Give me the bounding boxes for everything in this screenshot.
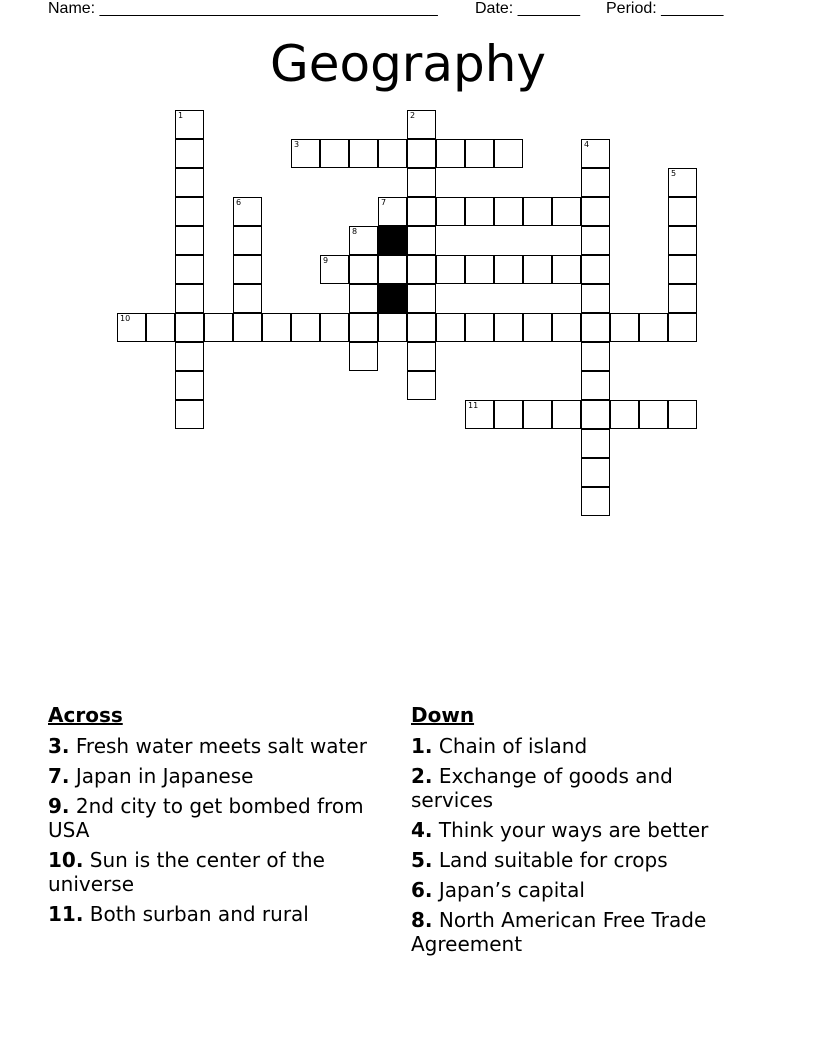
clue-number: 6 — [236, 198, 242, 207]
crossword-cell[interactable] — [407, 255, 436, 284]
clue-across-11: 11. Both surban and rural — [48, 902, 309, 926]
crossword-cell[interactable] — [146, 313, 175, 342]
crossword-cell[interactable] — [581, 255, 610, 284]
clue-number: 4 — [584, 140, 590, 149]
crossword-cell[interactable] — [407, 284, 436, 313]
crossword-cell[interactable] — [581, 313, 610, 342]
crossword-cell[interactable] — [320, 139, 349, 168]
crossword-cell[interactable] — [552, 313, 581, 342]
crossword-block — [378, 226, 407, 255]
date-field[interactable]: Date: _______ — [475, 0, 580, 17]
crossword-cell[interactable] — [349, 284, 378, 313]
clue-down-4: 4. Think your ways are better — [411, 818, 709, 842]
clue-number: 9 — [323, 256, 329, 265]
crossword-cell[interactable] — [581, 284, 610, 313]
crossword-cell[interactable] — [349, 226, 378, 255]
across-heading: Across — [48, 703, 123, 727]
crossword-cell[interactable] — [581, 458, 610, 487]
crossword-cell[interactable] — [465, 313, 494, 342]
clue-number: 3 — [294, 140, 300, 149]
crossword-cell[interactable] — [465, 197, 494, 226]
crossword-cell[interactable] — [494, 139, 523, 168]
down-heading: Down — [411, 703, 475, 727]
crossword-cell[interactable] — [523, 255, 552, 284]
crossword-cell[interactable] — [233, 226, 262, 255]
clue-across-9: 9. 2nd city to get bombed from USA — [48, 794, 364, 842]
crossword-cell[interactable] — [175, 400, 204, 429]
crossword-cell[interactable] — [581, 226, 610, 255]
crossword-cell[interactable] — [465, 255, 494, 284]
crossword-cell[interactable] — [436, 255, 465, 284]
crossword-cell[interactable] — [378, 255, 407, 284]
crossword-cell[interactable] — [668, 226, 697, 255]
crossword-cell[interactable] — [175, 255, 204, 284]
crossword-cell[interactable] — [436, 139, 465, 168]
crossword-block — [378, 284, 407, 313]
crossword-cell[interactable] — [523, 400, 552, 429]
crossword-cell[interactable] — [175, 342, 204, 371]
crossword-cell[interactable] — [668, 197, 697, 226]
page-title: Geography — [269, 35, 547, 93]
name-field[interactable]: Name: ______________________________________ — [48, 0, 438, 17]
crossword-cell[interactable] — [407, 197, 436, 226]
clue-number: 2 — [410, 111, 416, 120]
period-field[interactable]: Period: _______ — [606, 0, 724, 17]
crossword-cell[interactable] — [320, 313, 349, 342]
crossword-cell[interactable] — [581, 371, 610, 400]
clue-number: 1 — [178, 111, 184, 120]
crossword-cell[interactable] — [668, 255, 697, 284]
clue-number: 11 — [468, 401, 479, 410]
crossword-cell[interactable] — [407, 313, 436, 342]
crossword-cell[interactable] — [175, 226, 204, 255]
crossword-cell[interactable] — [465, 139, 494, 168]
crossword-cell[interactable] — [349, 313, 378, 342]
crossword-cell[interactable] — [320, 255, 349, 284]
crossword-cell[interactable] — [494, 400, 523, 429]
clue-number: 5 — [671, 169, 677, 178]
crossword-cell[interactable] — [668, 313, 697, 342]
crossword-cell[interactable] — [668, 284, 697, 313]
clue-down-8: 8. North American Free Trade Agreement — [411, 908, 707, 956]
crossword-cell[interactable] — [175, 168, 204, 197]
crossword-cell[interactable] — [117, 313, 146, 342]
clue-number: 7 — [381, 198, 387, 207]
crossword-cell[interactable] — [581, 400, 610, 429]
crossword-cell[interactable] — [175, 371, 204, 400]
crossword-cell[interactable] — [233, 197, 262, 226]
crossword-cell[interactable] — [436, 197, 465, 226]
crossword-cell[interactable] — [407, 110, 436, 139]
crossword-cell[interactable] — [639, 313, 668, 342]
clue-across-7: 7. Japan in Japanese — [48, 764, 254, 788]
crossword-cell[interactable] — [407, 371, 436, 400]
crossword-cell[interactable] — [494, 197, 523, 226]
crossword-cell[interactable] — [378, 139, 407, 168]
crossword-cell[interactable] — [581, 487, 610, 516]
crossword-cell[interactable] — [581, 139, 610, 168]
crossword-cell[interactable] — [175, 110, 204, 139]
clue-number: 10 — [120, 314, 131, 323]
crossword-cell[interactable] — [523, 197, 552, 226]
clue-down-5: 5. Land suitable for crops — [411, 848, 668, 872]
crossword-cell[interactable] — [465, 400, 494, 429]
down-clues — [411, 702, 751, 962]
crossword-cell[interactable] — [175, 313, 204, 342]
crossword-cell[interactable] — [233, 255, 262, 284]
crossword-cell[interactable] — [407, 226, 436, 255]
crossword-cell[interactable] — [407, 342, 436, 371]
crossword-cell[interactable] — [581, 168, 610, 197]
crossword-cell[interactable] — [407, 139, 436, 168]
crossword-cell[interactable] — [552, 255, 581, 284]
crossword-cell[interactable] — [668, 400, 697, 429]
crossword-cell[interactable] — [639, 400, 668, 429]
crossword-cell[interactable] — [552, 400, 581, 429]
crossword-cell[interactable] — [581, 429, 610, 458]
across-clues — [48, 702, 368, 932]
clue-down-2: 2. Exchange of goods and services — [411, 764, 673, 812]
crossword-cell[interactable] — [494, 255, 523, 284]
crossword-cell[interactable] — [175, 139, 204, 168]
crossword-cell[interactable] — [291, 139, 320, 168]
crossword-cell[interactable] — [291, 313, 320, 342]
crossword-cell[interactable] — [581, 197, 610, 226]
crossword-cell[interactable] — [494, 313, 523, 342]
crossword-cell[interactable] — [581, 342, 610, 371]
crossword-cell[interactable] — [262, 313, 291, 342]
crossword-cell[interactable] — [407, 168, 436, 197]
crossword-cell[interactable] — [233, 313, 262, 342]
crossword-cell[interactable] — [349, 342, 378, 371]
crossword-cell[interactable] — [378, 197, 407, 226]
crossword-cell[interactable] — [204, 313, 233, 342]
clue-across-10: 10. Sun is the center of the universe — [48, 848, 325, 896]
crossword-cell[interactable] — [175, 197, 204, 226]
clue-down-1: 1. Chain of island — [411, 734, 588, 758]
clue-number: 8 — [352, 227, 358, 236]
crossword-cell[interactable] — [610, 313, 639, 342]
crossword-cell[interactable] — [668, 168, 697, 197]
crossword-cell[interactable] — [349, 139, 378, 168]
crossword-cell[interactable] — [175, 284, 204, 313]
crossword-cell[interactable] — [233, 284, 262, 313]
clue-across-3: 3. Fresh water meets salt water — [48, 734, 367, 758]
crossword-cell[interactable] — [523, 313, 552, 342]
crossword-cell[interactable] — [436, 313, 465, 342]
crossword-cell[interactable] — [610, 400, 639, 429]
crossword-cell[interactable] — [552, 197, 581, 226]
clue-down-6: 6. Japan’s capital — [411, 878, 585, 902]
crossword-cell[interactable] — [349, 255, 378, 284]
crossword-cell[interactable] — [378, 313, 407, 342]
